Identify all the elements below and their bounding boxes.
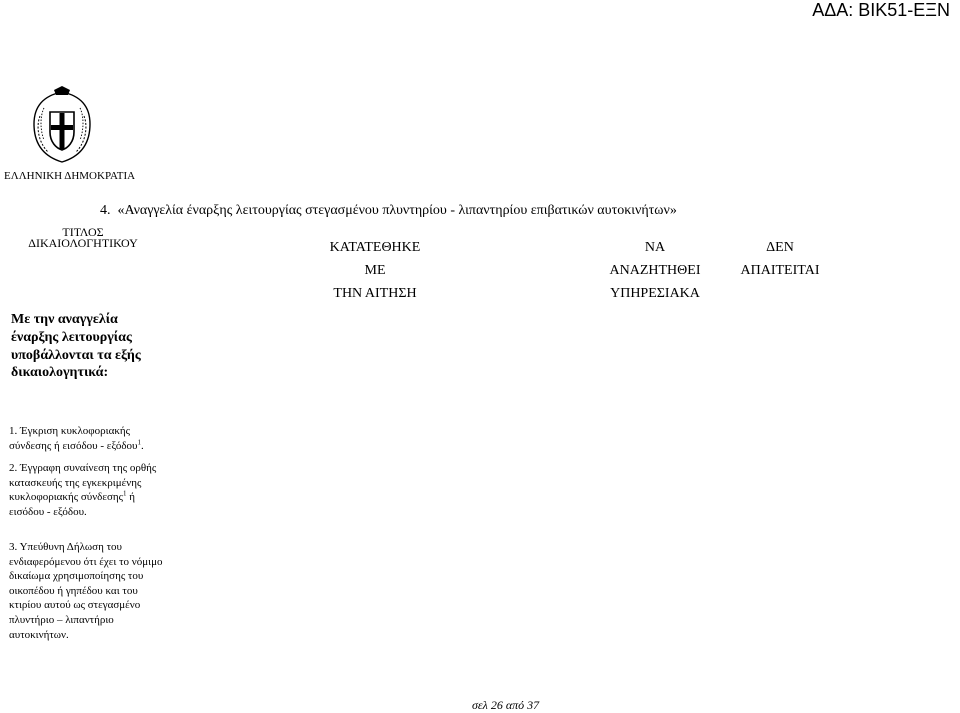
column-header-line: ΜΕ — [364, 263, 386, 278]
footnote-marker: 1 — [123, 489, 127, 498]
item-number: 3. — [9, 541, 18, 553]
state-name: ΕΛΛΗΝΙΚΗ ΔΗΜΟΚΡΑΤΙΑ — [4, 170, 136, 182]
column-header-line: ΤΗΝ ΑΙΤΗΣΗ — [333, 286, 417, 301]
table-title — [0, 227, 166, 249]
column-header-to-be-requested — [580, 236, 730, 305]
item-text: Έγκριση κυκλοφοριακής σύνδεσης ή εισόδου - εξόδου — [9, 425, 138, 452]
greek-coat-of-arms-emblem — [30, 86, 94, 166]
column-header-line: ΑΝΑΖΗΤΗΘΕΙ — [609, 263, 701, 278]
column-header-submitted — [300, 236, 450, 305]
column-header-line: ΑΠΑΙΤΕΙΤΑΙ — [740, 263, 820, 278]
table-title-line-2: ΔΙΚΑΙΟΛΟΓΗΤΙΚΟΥ — [28, 236, 138, 250]
column-header-line: ΝΑ — [644, 240, 666, 255]
item-tail: ή εισόδου - εξόδου. — [9, 491, 136, 518]
section-heading: 4. «Αναγγελία έναρξης λειτουργίας στεγασμένου πλυντηρίου - λιπαντηρίου επιβατικών αυτοκινήτων» — [100, 203, 677, 218]
item-number: 1. — [9, 425, 18, 437]
requirements-intro: Με την αναγγελία έναρξης λειτουργίας υποβάλλονται τα εξής δικαιολογητικά: — [11, 312, 141, 381]
footnote-marker: 1 — [137, 437, 141, 446]
column-header-line: ΔΕΝ — [766, 240, 794, 255]
page-number: σελ 26 από 37 — [472, 698, 540, 712]
item-tail: . — [141, 439, 144, 452]
column-header-line: ΥΠΗΡΕΣΙΑΚΑ — [610, 286, 700, 301]
item-number: 2. — [9, 462, 18, 474]
requirement-item — [9, 424, 163, 453]
item-text: Έγγραφη συναίνεση της ορθής κατασκευής της εγκεκριμένης κυκλοφοριακής σύνδεσης — [9, 462, 157, 504]
requirement-item — [9, 461, 163, 519]
item-text: Υπεύθυνη Δήλωση του ενδιαφερόμενου ότι έχει το νόμιμο δικαίωμα χρησιμοποίησης του οικοπέδου ή γηπέδου και του κτιρίου αυτού ως στεγασμένο πλυντήριο – λιπαντήριο αυτοκινήτων. — [9, 541, 163, 641]
table-title-line-1: ΤΙΤΛΟΣ — [62, 225, 104, 239]
requirement-item — [9, 540, 163, 642]
column-header-line: ΚΑΤΑΤΕΘΗΚΕ — [329, 240, 421, 255]
column-header-not-required — [710, 236, 850, 282]
ada-code: ΑΔΑ: ΒΙΚ51-ΕΞΝ — [812, 0, 950, 20]
